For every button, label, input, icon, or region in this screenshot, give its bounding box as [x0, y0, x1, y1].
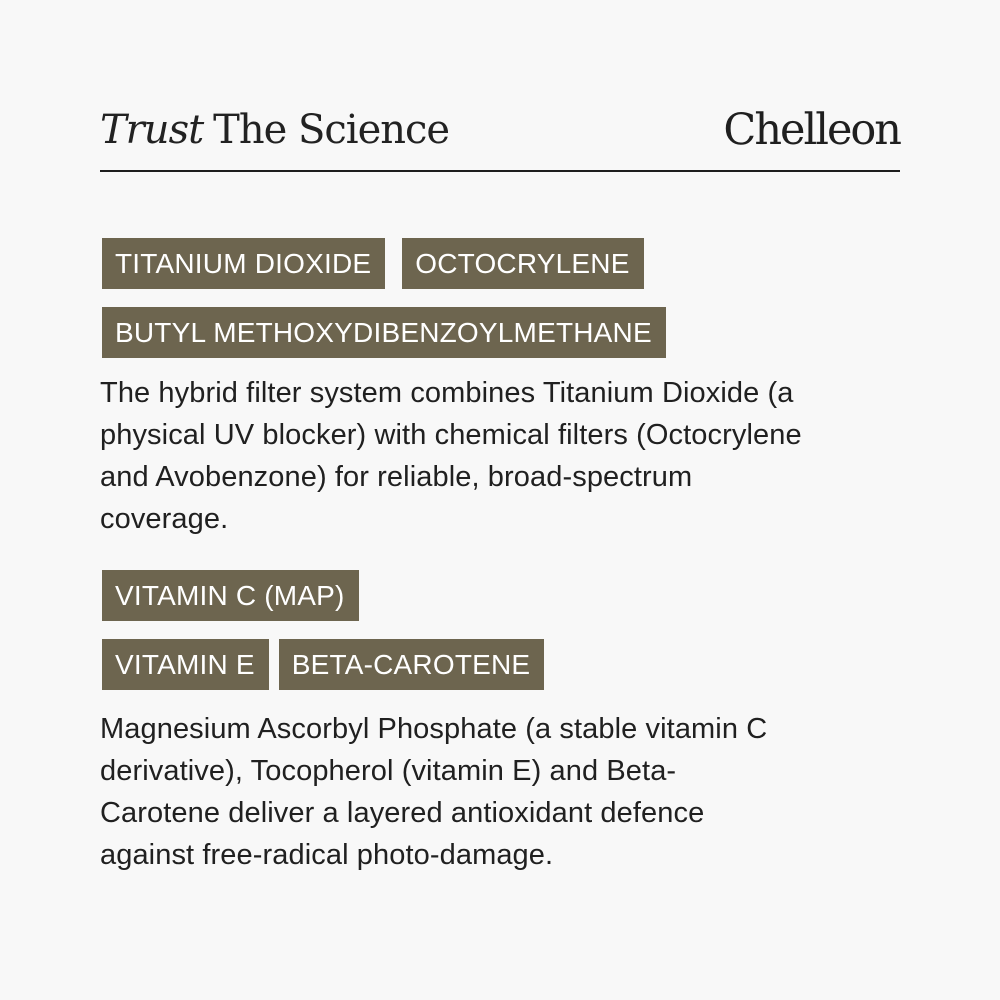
description-line: coverage.	[100, 503, 229, 535]
ingredient-tag: BETA-CAROTENE	[279, 639, 545, 690]
description-line: derivative), Tocopherol (vitamin E) and Beta-	[100, 755, 677, 787]
ingredient-tag: VITAMIN C (MAP)	[102, 570, 359, 621]
ingredient-tag: BUTYL METHOXYDIBENZOYLMETHANE	[102, 307, 666, 358]
description-line: Magnesium Ascorbyl Phosphate (a stable vitamin C	[100, 713, 768, 745]
ingredient-tag: TITANIUM DIOXIDE	[102, 238, 385, 289]
tag-row	[102, 639, 900, 690]
sunscreen-section	[100, 238, 900, 540]
description-line: and Avobenzone) for reliable, broad-spectrum	[100, 461, 693, 493]
ingredient-tag: OCTOCRYLENE	[402, 238, 643, 289]
title-rest: The Science	[213, 107, 450, 153]
description-line: physical UV blocker) with chemical filters (Octocrylene	[100, 419, 802, 451]
title-italic: Trust	[100, 107, 204, 153]
page-title	[100, 107, 450, 153]
sunscreen-description	[100, 372, 900, 540]
tag-row	[102, 570, 900, 621]
brand-logo: Chelleon	[723, 105, 900, 155]
header	[100, 98, 900, 172]
antioxidant-description	[100, 708, 900, 876]
tag-row	[102, 307, 900, 358]
page-frame	[100, 98, 900, 871]
ingredient-tag: VITAMIN E	[102, 639, 269, 690]
antioxidant-section	[100, 570, 900, 876]
tag-row	[102, 238, 900, 289]
description-line: The hybrid filter system combines Titanium Dioxide (a	[100, 377, 794, 409]
description-line: Carotene deliver a layered antioxidant defence	[100, 797, 705, 829]
description-line: against free-radical photo-damage.	[100, 839, 554, 871]
